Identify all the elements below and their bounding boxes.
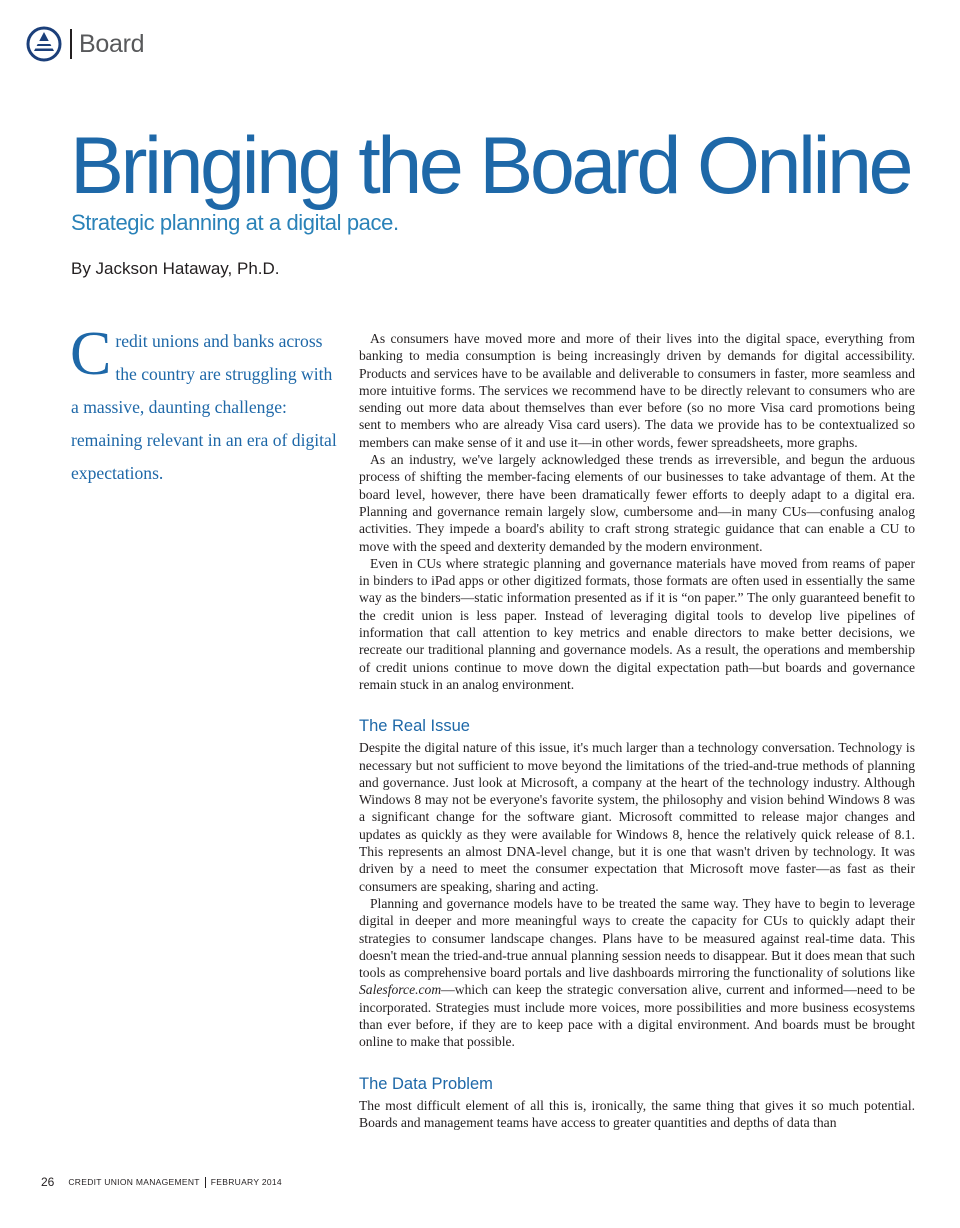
cu-logo-icon [26,26,62,62]
section-heading-data-problem: The Data Problem [359,1074,493,1093]
body-paragraph [359,895,915,1051]
drop-cap: C [70,320,112,388]
body-paragraph: As consumers have moved more and more of their lives into the digital space, everything from banking to media consumption is being increasingly driven by demands for digital accessibility. Products and services have to be available and deliverable to consumers in faster, more seamless and more intuitive forms. The services we recommend have to be directly relevant to consumers who are sending out more data about themselves than ever before (so no more Visa card promotions being sent to members who are already Visa card users). The data we provide has to be contextualized so members can make sense of it and use it—in other words, fewer spreadsheets, more graphs. [359,331,915,450]
paragraph-text: Planning and governance models have to be treated the same way. They have to begin to leverage digital in deeper and more meaningful ways to create the capacity for CUs to quickly adapt their strategies to consumer landscape changes. Plans have to be measured against real-time data. This doesn't mean the tried-and-true annual planning session needs to disappear. But it does mean that such tools as comprehensive board portals and live dashboards mirroring the functionality of solutions like [359,895,915,981]
page-footer [41,1175,282,1189]
italic-text: Salesforce.com [359,982,442,998]
body-paragraph: The most difficult element of all this is, ironically, the same thing that gives it so much potential. Boards and management teams have access to greater quantities and depths of data than [359,1097,915,1130]
header-divider [70,29,72,59]
pull-quote [70,320,337,490]
body-paragraph: Even in CUs where strategic planning and governance materials have moved from reams of paper in binders to iPad apps or other digitized formats, those formats are often used in essentially the same way as the binders—static information presented as if it is “on paper.” The only guaranteed benefit to the credit union is less paper. Instead of leveraging digital tools to develop live pipelines of information that call attention to key metrics and enable directors to make better decisions, we recreate our traditional planning and governance models. As a result, the operations and membership of credit unions continue to move down the digital expectation path—but boards and governance remain stuck in an analog environment. [359,555,915,692]
body-paragraph: Despite the digital nature of this issue, it's much larger than a technology conversation. Technology is necessary but not sufficient to move beyond the limitations of the tried-and-true methods of planning and governance. Just look at Microsoft, a company at the heart of the technology industry. Although Windows 8 may not be everyone's favorite system, the philosophy and vision behind Windows 8 was a significant change for the software giant. Microsoft committed to release major changes and updates as quickly as they were available for Windows 8, hence the relatively quick release of 8.1. This represents an almost DNA-level change, but it is one that wasn't driven by technology. It was driven by a need to meet the consumer expectation that Microsoft move faster—as fast as their consumers are speaking, sharing and acting. [359,740,915,894]
section-label: Board [79,29,145,58]
page-number: 26 [41,1175,55,1189]
page-header [26,26,144,62]
paragraph-text: —which can keep the strategic conversation alive, current and informed—need to be incorporated. Strategies must include more voices, more possibilities and more business ecosystems than ever before, if they are to keep pace with a digital environment. And boards must be brought online to make that possible. [359,982,915,1050]
pull-quote-text: redit unions and banks across the country are struggling with a massive, daunting challenge: remaining relevant in an era of digital expectations. [71,331,337,483]
article-body [359,330,915,1131]
body-paragraph: As an industry, we've largely acknowledged these trends as irreversible, and begun the arduous process of shifting the member-facing elements of our businesses to take advantage of them. At the board level, however, there have been dramatically fewer efforts to deeply adapt to a digital era. Planning and governance remain largely slow, cumbersome and—in many CUs—confusing analog activities. They impede a board's ability to craft strong strategic guidance that can enable a CU to move with the speed and dexterity demanded by the modern environment. [359,452,915,554]
issue-date: FEBRUARY 2014 [210,1177,282,1187]
section-heading-real-issue: The Real Issue [359,717,470,736]
publication-name: CREDIT UNION MANAGEMENT [68,1177,200,1187]
footer-divider [205,1177,206,1188]
article-byline: By Jackson Hataway, Ph.D. [71,259,280,278]
article-title: Bringing the Board Online [70,121,911,211]
article-subtitle: Strategic planning at a digital pace. [71,210,399,235]
